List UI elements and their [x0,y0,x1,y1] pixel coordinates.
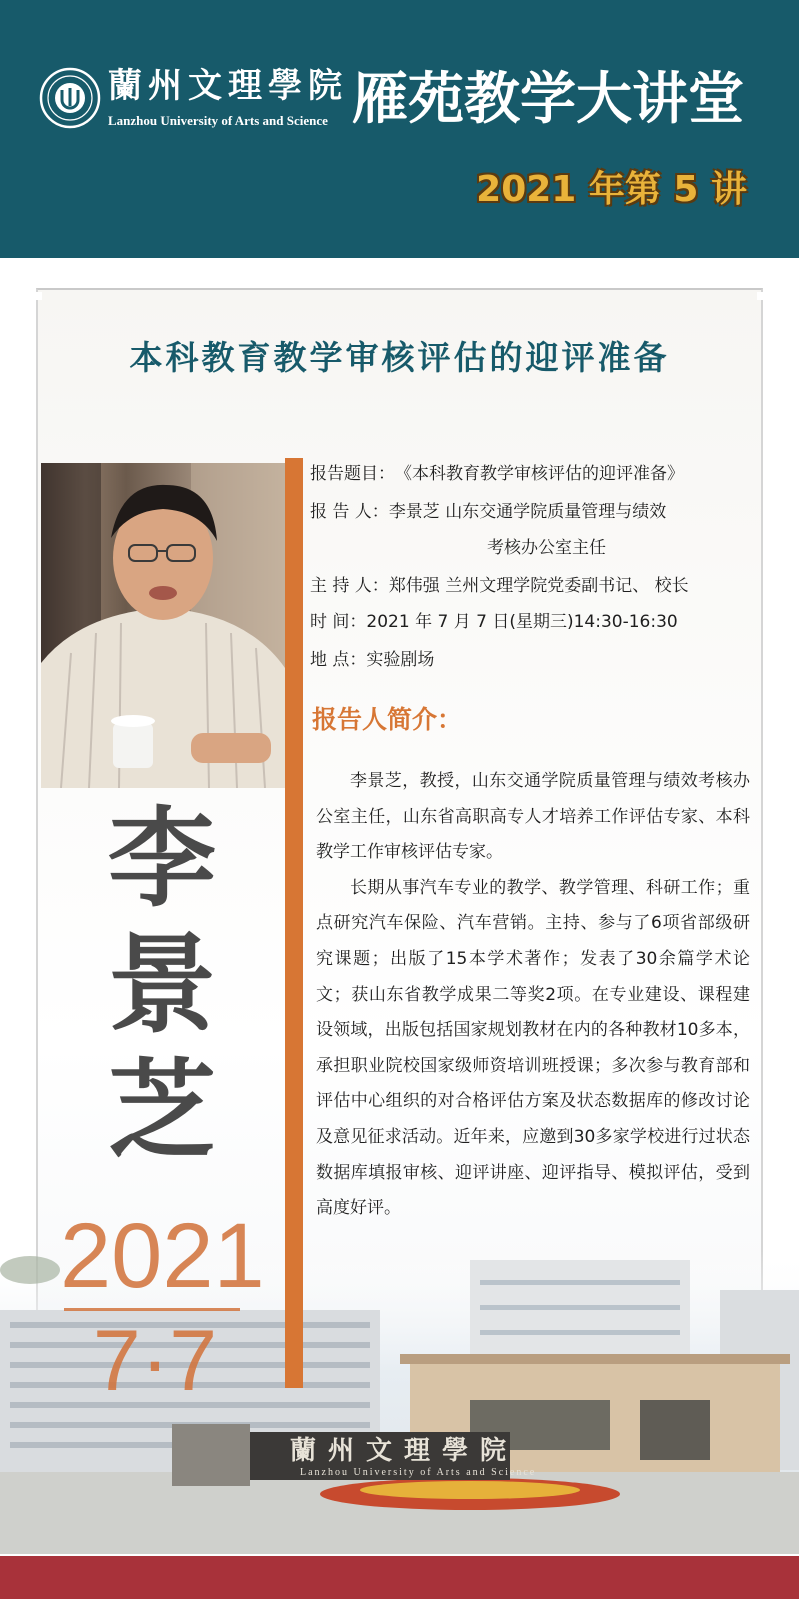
speaker-portrait-illustration [41,463,285,788]
talk-title: 本科教育教学审核评估的迎评准备 [129,338,670,377]
bio-paragraph-2: 长期从事汽车专业的教学、教学管理、科研工作；重点研究汽车保险、汽车营销。主持、参与了6项省部级研究课题；出版了15本学术著作；发表了30余篇学术论文；获山东省教学成果二等奖2项。在专业建设、课程建设领域，出版包括国家规划教材在内的各种教材10多本，承担职业院校国家级师资培训班授课；多次参与教育部和评估中心组织的对合格评估方案及状态数据库的修改讨论及意见征求活动。近年来，应邀到30多家学校进行过状态数据库填报审核、迎评讲座、迎评指导、模拟评估，受到高度好评。 [316,877,750,1219]
speaker-photo [41,463,285,788]
footer-band [0,1556,799,1599]
header-banner [0,0,799,258]
detail-value: 《本科教育教学审核评估的迎评准备》 [395,464,684,484]
detail-value: 2021 年 7 月 7 日(星期三)14:30-16:30 [366,612,678,632]
campus-sign-text-cn: 蘭州文理學院 [290,1436,519,1466]
orange-accent-bar [285,458,303,1388]
detail-row-place [310,646,434,674]
detail-row-speaker-cont [487,534,606,562]
university-logo-icon [38,66,102,130]
name-char-1: 李 [107,796,216,922]
detail-row-topic [310,460,684,488]
detail-row-host [310,572,689,600]
event-date: 7·7 [92,1313,218,1409]
detail-label: 报告题目： [310,464,395,484]
detail-value: 李景芝 山东交通学院质量管理与绩效 [388,502,667,522]
name-char-2: 景 [107,922,216,1048]
session-number: 2021 年第 5 讲 [476,169,747,210]
campus-sign-text-en: Lanzhou University of Arts and Science [300,1467,537,1478]
detail-row-time [310,608,678,636]
school-name-cn: 蘭州文理學院 [108,66,348,106]
name-char-3: 芝 [107,1048,216,1174]
detail-value: 实验剧场 [366,650,435,670]
speaker-name-calligraphy [92,796,232,1174]
frame-notch-left [34,292,42,300]
detail-value: 郑伟强 兰州文理学院党委副书记、 校长 [388,576,689,596]
date-divider [64,1308,240,1311]
lecture-series-title: 雁苑教学大讲堂 [352,66,744,132]
school-name-en: Lanzhou University of Arts and Science [108,113,328,128]
frame-notch-right [757,292,765,300]
detail-label: 时 间： [310,612,367,632]
detail-label: 地 点： [310,650,367,670]
detail-row-speaker [310,498,666,526]
detail-value: 考核办公室主任 [487,538,606,558]
bio-paragraph-1: 李景芝，教授，山东交通学院质量管理与绩效考核办公室主任，山东省高职高专人才培养工作评估专家、本科教学工作审核评估专家。 [316,771,750,863]
detail-label: 报 告 人： [310,502,389,522]
bio-heading: 报告人简介： [312,705,463,734]
event-year: 2021 [60,1205,265,1307]
detail-label: 主 持 人： [310,576,389,596]
speaker-bio [316,764,750,1227]
